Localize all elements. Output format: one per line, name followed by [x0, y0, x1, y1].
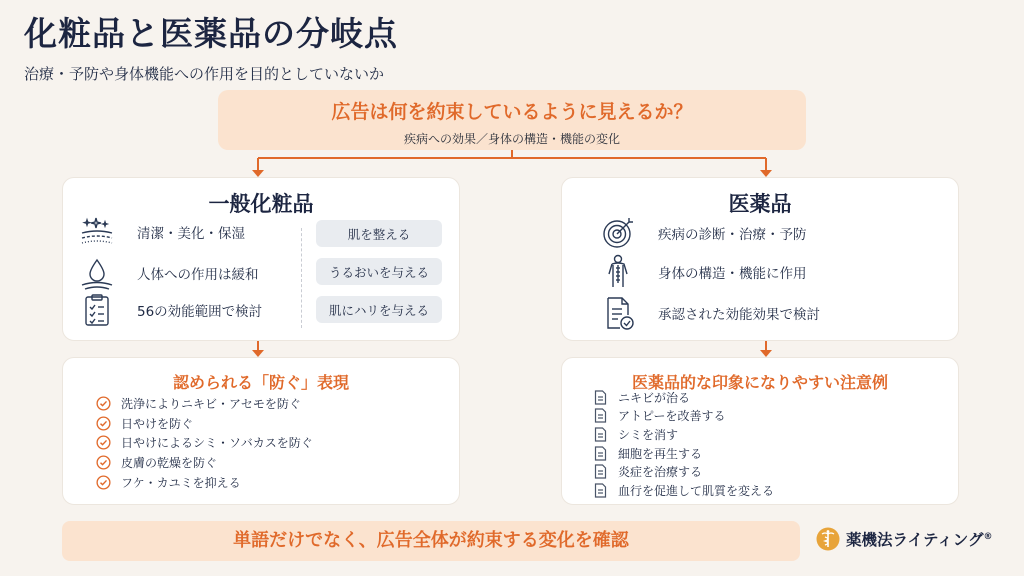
list-item — [592, 462, 774, 481]
list-item — [592, 425, 774, 444]
footer-message: 単語だけでなく、広告全体が約束する変化を確認 — [62, 521, 800, 561]
list-item — [592, 388, 774, 407]
document-icon — [592, 389, 608, 405]
list-item-text: 日やけによるシミ・ソバカスを防ぐ — [121, 436, 313, 451]
drugs-row — [600, 295, 820, 331]
allowed-expressions-list — [95, 394, 313, 492]
page-subtitle: 治療・予防や身体機能への作用を目的としていないか — [24, 65, 385, 83]
cosmetics-row-text: 56の効能範囲で検討 — [137, 304, 263, 320]
drugs-caution-card — [561, 357, 959, 505]
cosmetics-row-text: 清潔・美化・保湿 — [137, 226, 245, 242]
cosmetics-row — [79, 255, 259, 291]
drugs-sub-title: 医薬品的な印象になりやすい注意例 — [631, 373, 888, 392]
list-item-text: アトピーを改善する — [618, 409, 726, 424]
list-item-text: フケ・カユミを抑える — [121, 475, 241, 490]
cosmetics-sub-title: 認められる「防ぐ」表現 — [172, 373, 349, 392]
drugs-title: 医薬品 — [728, 192, 792, 216]
list-item — [592, 407, 774, 426]
document-icon — [592, 408, 608, 424]
list-item — [95, 453, 313, 473]
cosmetics-card — [62, 177, 460, 341]
clipboard-checklist-icon — [79, 292, 115, 328]
check-circle-icon — [95, 474, 111, 490]
cosmetics-row-text: 人体への作用は緩和 — [137, 267, 259, 283]
document-icon — [592, 482, 608, 498]
list-item-text: 洗浄によりニキビ・アセモを防ぐ — [121, 397, 301, 412]
list-item — [95, 472, 313, 492]
drugs-row — [600, 254, 807, 290]
logo-name: 薬機法ライティング — [846, 531, 984, 549]
drugs-row — [600, 215, 807, 251]
cosmetics-row — [79, 214, 245, 250]
page-title: 化粧品と医薬品の分岐点 — [24, 14, 398, 53]
drugs-row-text: 疾病の診断・治療・予防 — [658, 227, 807, 243]
list-item — [592, 444, 774, 463]
approved-document-icon — [600, 295, 636, 331]
question-sub: 疾病への効果／身体の構造・機能の変化 — [403, 132, 620, 146]
logo-text — [846, 528, 993, 550]
list-item-text: 炎症を治療する — [618, 465, 703, 480]
list-item-text: 皮膚の乾燥を防ぐ — [121, 456, 218, 471]
list-item-text: シミを消す — [618, 427, 679, 442]
divider — [301, 228, 302, 328]
human-body-icon — [600, 254, 636, 290]
drugs-row-text: 身体の構造・機能に作用 — [658, 266, 807, 282]
cosmetics-expressions-card — [62, 357, 460, 505]
list-item-text: 細胞を再生する — [618, 446, 703, 461]
list-item — [95, 433, 313, 453]
target-icon — [600, 215, 636, 251]
question-main: 広告は何を約束しているように見えるか？ — [331, 101, 693, 123]
list-item — [95, 394, 313, 414]
check-circle-icon — [95, 435, 111, 451]
caution-examples-list — [592, 388, 774, 500]
check-circle-icon — [95, 415, 111, 431]
cosmetics-row — [79, 292, 262, 328]
list-item — [95, 414, 313, 434]
drugs-row-text: 承認された効能効果で検討 — [658, 307, 820, 323]
brand-logo — [816, 527, 993, 551]
check-circle-icon — [95, 455, 111, 471]
cosmetics-pill: うるおいを与える — [316, 258, 442, 285]
cosmetics-pill: 肌にハリを与える — [316, 296, 442, 323]
water-drop-icon — [79, 255, 115, 291]
cosmetics-pill: 肌を整える — [316, 220, 442, 247]
cosmetics-title: 一般化粧品 — [208, 192, 314, 216]
list-item-text: 日やけを防ぐ — [121, 416, 194, 431]
list-item — [592, 481, 774, 500]
document-icon — [592, 445, 608, 461]
document-icon — [592, 426, 608, 442]
list-item-text: 血行を促進して肌質を変える — [618, 483, 775, 498]
sparkle-skin-icon — [79, 214, 115, 250]
registered-mark: ® — [983, 531, 993, 542]
drugs-card — [561, 177, 959, 341]
list-item-text: ニキビが治る — [618, 390, 691, 405]
caduceus-logo-icon — [816, 527, 840, 551]
check-circle-icon — [95, 396, 111, 412]
document-icon — [592, 464, 608, 480]
